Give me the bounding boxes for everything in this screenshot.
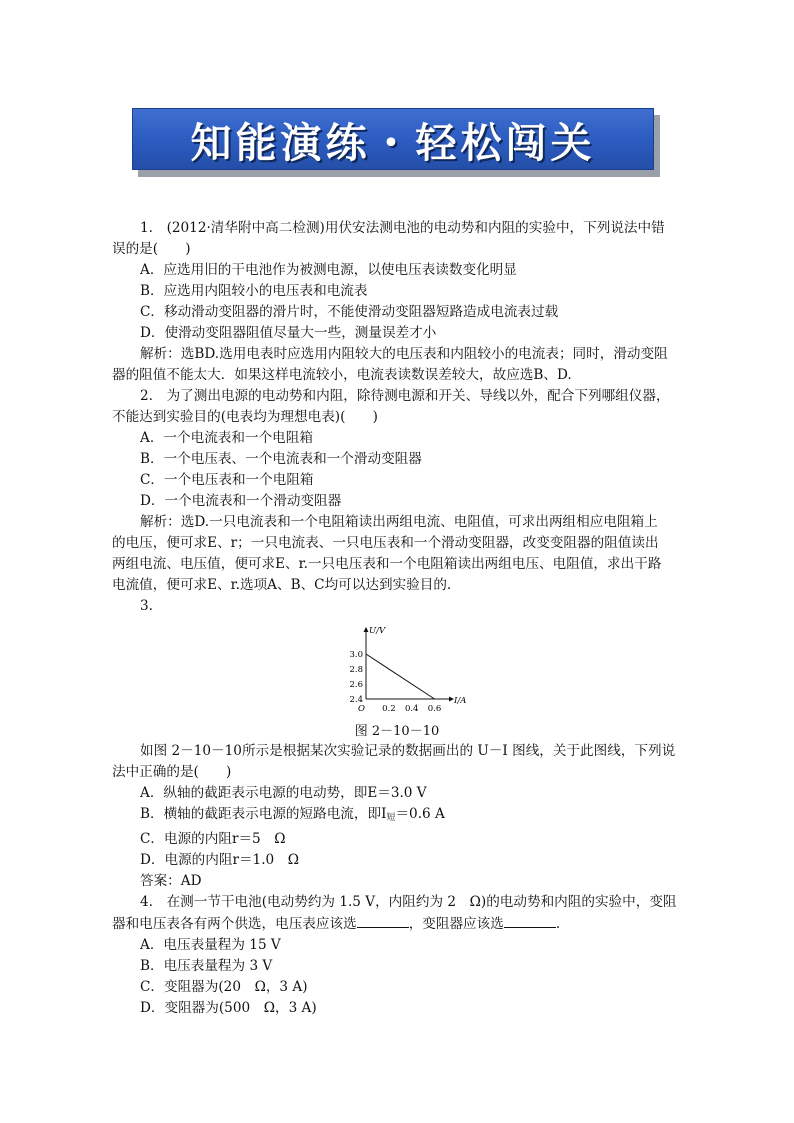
q4-option-b: B．电压表量程为 3 V: [140, 958, 273, 974]
x-tick-label: 0.2: [382, 704, 396, 714]
q3-stem-line1: 如图 2－10－10所示是根据某次实验记录的数据画出的 U－I 图线，关于此图线，下列说: [140, 743, 676, 759]
banner-box: [132, 108, 654, 170]
q1-stem-text: (2012·清华附中高二检测)用伏安法测电池的电动势和内阻的实验中，下列说法中错: [166, 220, 665, 236]
q1-analysis-line2: 器的阻值不能太大．如果这样电流较小，电流表读数误差较大，故应选B、D.: [112, 367, 572, 383]
q4-blank-rheostat: [504, 913, 556, 928]
q4-stem-part-c: .: [555, 916, 561, 932]
q3-option-b-pre: B．横轴的截距表示电源的短路电流，即I: [140, 806, 387, 822]
y-tick-label: 2.8: [349, 665, 363, 675]
q4-stem-part-b: ，变阻器应该选: [408, 916, 504, 932]
q3-number: 3.: [140, 598, 153, 614]
q2-stem-text: 为了测出电源的电动势和内阻，除待测电源和开关、导线以外，配合下列哪组仪器，: [166, 388, 670, 404]
q1-option-d: D．使滑动变阻器阻值尽量大一些，测量误差才小: [140, 325, 437, 341]
q2-option-a: A．一个电流表和一个电阻箱: [140, 430, 313, 446]
section-banner: [132, 108, 654, 170]
x-tick-label: 0.4: [404, 704, 419, 714]
q2-option-b: B．一个电压表、一个电流表和一个滑动变阻器: [140, 451, 422, 467]
q2-analysis-line3: 两组电流、电压值，便可求E、r.一只电压表和一个电阻箱读出两组电压、电阻值，求出干路: [112, 556, 662, 572]
y-axis-label: U/V: [369, 626, 386, 636]
q1-stem-line2: 误的是( ): [112, 241, 191, 257]
q2-stem-line2: 不能达到实验目的(电表均为理想电表)( ): [112, 409, 378, 425]
q1-option-a: A．应选用旧的干电池作为被测电源，以使电压表读数变化明显: [140, 262, 517, 278]
q2-option-c: C．一个电压表和一个电阻箱: [140, 472, 314, 488]
q4-option-a: A．电压表量程为 15 V: [140, 937, 281, 953]
q1-option-b: B．应选用内阻较小的电压表和电流表: [140, 283, 368, 299]
q1-option-c: C．移动滑动变阻器的滑片时，不能使滑动变阻器短路造成电流表过载: [140, 304, 559, 320]
figure-caption: 图 2－10－10: [354, 724, 440, 739]
y-tick-label: 2.4: [349, 695, 363, 705]
q3-option-c: C．电源的内阻r＝5 Ω: [140, 831, 286, 847]
q2-stem-line1: [112, 386, 682, 407]
q3-option-b-sub: 短: [386, 813, 396, 823]
origin-label: O: [358, 704, 365, 714]
q3-option-b-post: ＝0.6 A: [395, 806, 445, 822]
q3-stem-line2: 法中正确的是( ): [112, 764, 232, 780]
q2-analysis-line4: 电流值，便可求E、r.选项A、B、C均可以达到实验目的.: [112, 577, 452, 593]
q4-number: 4.: [140, 894, 153, 910]
q3-figure: [112, 617, 682, 741]
q4-blank-voltmeter: [357, 913, 409, 928]
q4-option-d: D．变阻器为(500 Ω，3 A): [140, 1000, 317, 1016]
q4-stem-text: 在测一节干电池(电动势约为 1.5 V，内阻约为 2 Ω)的电动势和内阻的实验中，变阻: [166, 894, 677, 910]
y-tick-label: 2.6: [349, 680, 363, 690]
q4-stem-part-a: 器和电压表各有两个供选，电压表应该选: [112, 916, 357, 932]
q3-option-d: D．电源的内阻r＝1.0 Ω: [140, 852, 300, 868]
document-body: [112, 218, 682, 1019]
q4-stem-line2: [112, 913, 682, 935]
x-axis-label: I/A: [454, 696, 467, 706]
y-tick-label: 3.0: [349, 650, 363, 660]
q2-number: 2.: [140, 388, 153, 404]
q1-stem-line1: [112, 218, 682, 239]
q2-analysis-line2: 的电压，便可求E、r；一只电流表、一只电压表和一个滑动变阻器，改变变阻器的阻值读出: [112, 535, 659, 551]
q3-answer: 答案：AD: [140, 873, 202, 889]
banner-title: 知能演练・轻松闯关: [190, 118, 596, 167]
q4-stem-line1: [112, 892, 682, 913]
q3-option-b: [112, 804, 682, 829]
q2-analysis-line1: 解析：选D.一只电流表和一个电阻箱读出两组电流、电阻值，可求出两组相应电阻箱上: [140, 514, 658, 530]
q4-option-c: C．变阻器为(20 Ω，3 A): [140, 979, 308, 995]
q3-option-a: A．纵轴的截距表示电源的电动势，即E＝3.0 V: [140, 785, 427, 801]
q2-option-d: D．一个电流表和一个滑动变阻器: [140, 493, 342, 509]
series-line: [366, 654, 435, 699]
y-axis-arrow: [364, 627, 369, 632]
q1-number: 1.: [140, 220, 153, 236]
q1-analysis-line1: 解析：选BD.选用电表时应选用内阻较大的电压表和内阻较小的电流表；同时，滑动变阻: [140, 346, 668, 362]
u-i-chart: [344, 621, 467, 717]
x-tick-label: 0.6: [427, 704, 442, 714]
